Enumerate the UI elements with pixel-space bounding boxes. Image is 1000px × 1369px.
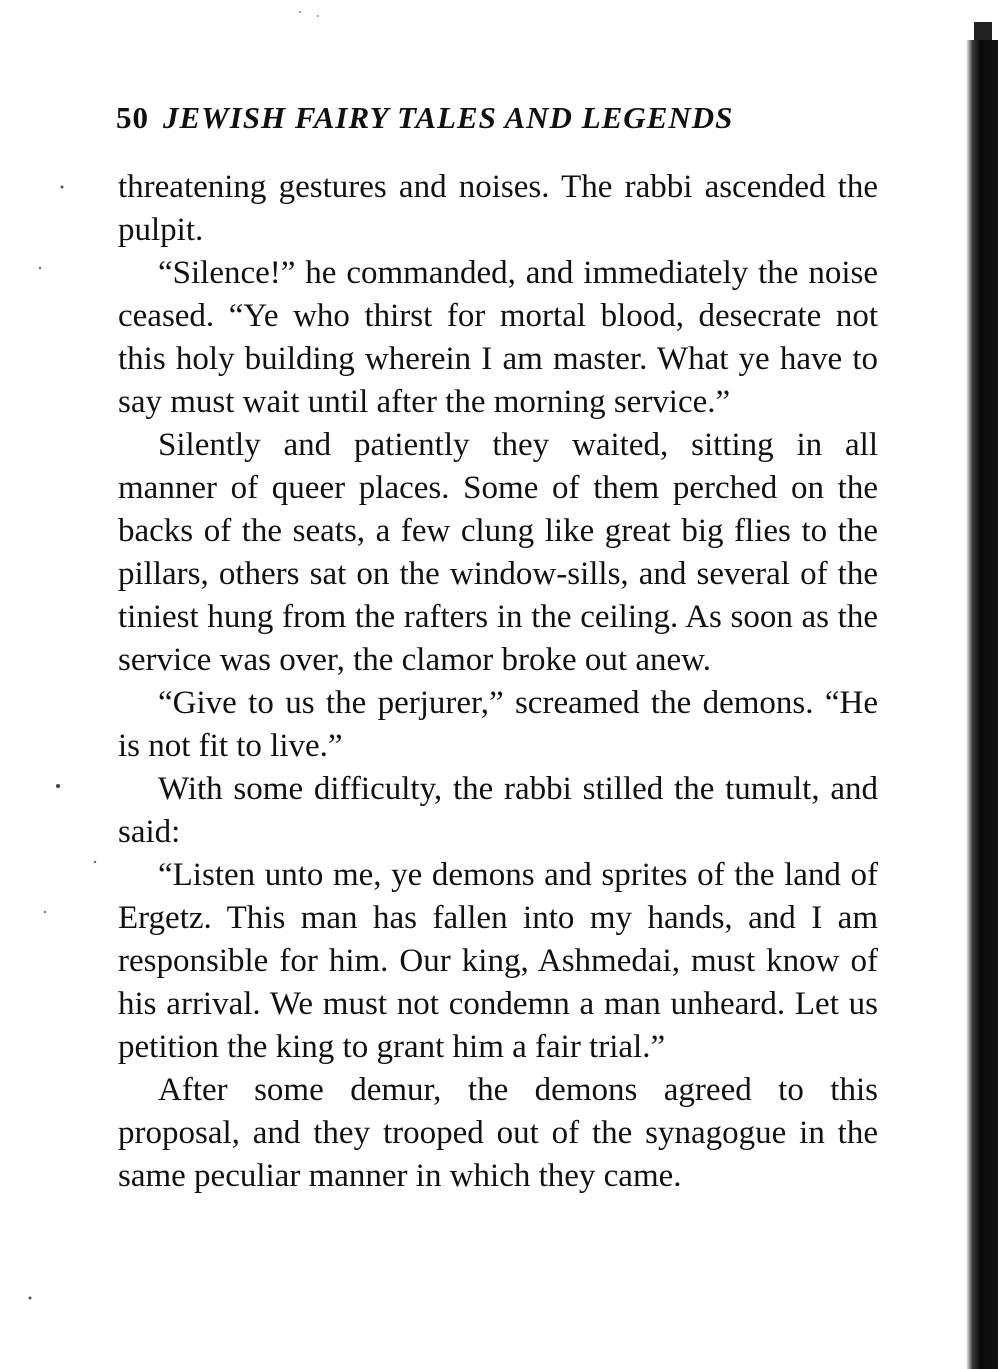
binding-edge-shadow — [966, 40, 998, 1369]
speck — [29, 1297, 32, 1300]
speck — [44, 911, 46, 913]
book-title: JEWISH FAIRY TALES AND LEGENDS — [163, 100, 734, 135]
body-text — [118, 166, 878, 1198]
paragraph-continuation: threatening gestures and noises. The rabbi ascended the pulpit. — [118, 169, 878, 248]
speck — [56, 784, 60, 788]
speck — [317, 15, 319, 17]
paragraph-tumult: With some difficulty, the rabbi stilled the tumult, and said: — [118, 771, 878, 850]
paragraph-demur: After some demur, the demons agreed to this proposal, and they trooped out of the synagogue in the same peculiar manner in which they came. — [118, 1072, 878, 1194]
speck — [94, 861, 96, 863]
paragraph-silence: “Silence!” he commanded, and immediately the noise ceased. “Ye who thirst for mortal blood, desecrate not this holy building wherein I am master. What ye have to say must wait until after the morning service.” — [118, 255, 878, 420]
running-head — [116, 100, 876, 136]
speck — [299, 11, 301, 13]
speck — [39, 267, 41, 269]
paragraph-listen: “Listen unto me, ye demons and sprites of the land of Ergetz. This man has fallen into my hands, and I am responsible for him. Our king, Ashmedai, must know of his arrival. We must not condemn a man unheard. Let us petition the king to grant him a fair trial.” — [118, 857, 878, 1065]
speck — [61, 186, 64, 189]
paragraph-perjurer: “Give to us the perjurer,” screamed the demons. “He is not fit to live.” — [118, 685, 878, 764]
paragraph-waiting: Silently and patiently they waited, sitting in all manner of queer places. Some of them perched on the backs of the seats, a few clung like great big flies to the pillars, others sat on the window-sills, and several of the tiniest hung from the rafters in the ceiling. As soon as the service was over, the clamor broke out anew. — [118, 427, 878, 678]
page-number: 50 — [116, 100, 149, 135]
